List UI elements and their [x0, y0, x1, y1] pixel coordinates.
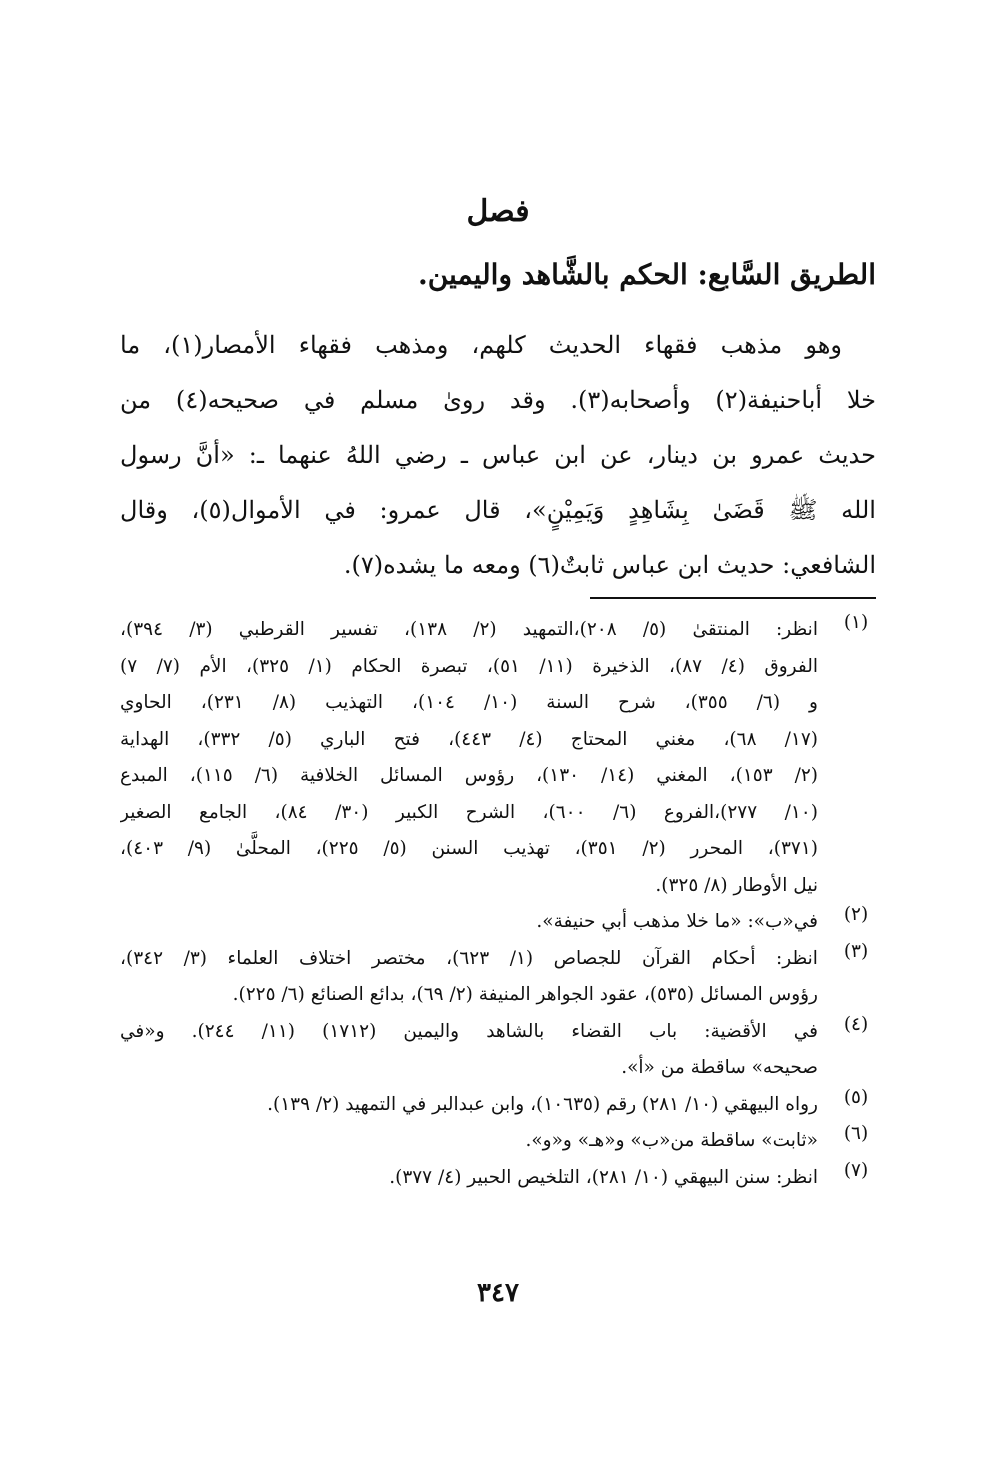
footnote-number: (٦) — [843, 1123, 869, 1144]
footnote — [120, 941, 876, 1014]
footnote — [120, 612, 876, 904]
section-heading: الطريق السَّابع: الحكم بالشَّاهد واليمين. — [417, 258, 876, 291]
footnote — [120, 1014, 876, 1087]
footnote-line: (١٠/ ٢٧٧)،الفروع (٦/ ٦٠٠)، الشرح الكبير (٣٠/ ٨٤)، الجامع الصغير — [120, 801, 818, 823]
footnote-line: نيل الأوطار (٨/ ٣٢٥). — [655, 874, 818, 896]
footnote-number: (٧) — [843, 1159, 869, 1181]
footnote-line: الفروق (٤/ ٨٧)، الذخيرة (١١/ ٥١)، تبصرة الحكام (١/ ٣٢٥)، الأم (٧/ ٧) — [120, 655, 818, 677]
footnote-line: في الأقضية: باب القضاء بالشاهد واليمين (١٧١٢) (١١/ ٢٤٤). و«في — [120, 1020, 818, 1042]
footnote-line: (٣٧١)، المحرر (٢/ ٣٥١)، تهذيب السنن (٥/ ٢٢٥)، المحلَّىٰ (٩/ ٤٠٣)، — [120, 838, 818, 859]
page-number: ٣٤٧ — [477, 1278, 519, 1308]
paragraph-line: الشافعي: حديث ابن عباس ثابتٌ(٦) ومعه ما يشده(٧). — [343, 551, 876, 579]
footnote-line: رواه البيهقي (١٠/ ٢٨١) رقم (١٠٦٣٥)، وابن عبدالبر في التمهيد (٢/ ١٣٩). — [267, 1093, 818, 1115]
footnote-divider — [590, 597, 876, 599]
book-page — [120, 0, 876, 1480]
footnote-number: (٤) — [843, 1013, 869, 1035]
footnote-line: رؤوس المسائل (٥٣٥)، عقود الجواهر المنيفة (٢/ ٦٩)، بدائع الصنائع (٦/ ٢٢٥). — [232, 984, 818, 1005]
footnote-line: «ثابت» ساقطة من«ب» و«هـ» و«و». — [525, 1130, 818, 1151]
footnote-line: انظر: أحكام القرآن للجصاص (١/ ٦٢٣)، مختصر اختلاف العلماء (٣/ ٣٤٢)، — [120, 947, 818, 969]
footnote — [120, 1160, 876, 1197]
chapter-title: فصل — [466, 194, 530, 229]
footnote — [120, 904, 876, 941]
footnote-line: صحيحه» ساقطة من «أ». — [621, 1057, 818, 1078]
paragraph-line: وهو مذهب فقهاء الحديث كلهم، ومذهب فقهاء الأمصار(١)، ما — [120, 331, 843, 359]
footnote-line: و (٦/ ٣٥٥)، شرح السنة (١٠/ ١٠٤)، التهذيب (٨/ ٢٣١)، الحاوي — [120, 692, 818, 713]
paragraph-line: الله ﷺ قَضَىٰ بِشَاهِدٍ وَيَمِيْنٍ»، قال عمرو: في الأموال(٥)، وقال — [120, 496, 876, 524]
main-paragraph — [120, 318, 876, 593]
footnote — [120, 1087, 876, 1124]
footnote-number: (٢) — [843, 904, 869, 925]
paragraph-line: خلا أباحنيفة(٢) وأصحابه(٣). وقد روىٰ مسلم في صحيحه(٤) من — [120, 386, 876, 414]
footnote-number: (١) — [843, 612, 869, 633]
footnote-number: (٥) — [843, 1086, 869, 1108]
footnotes — [120, 612, 876, 1196]
footnote-line: (٢/ ١٥٣)، المغني (١٤/ ١٣٠)، رؤوس المسائل الخلافية (٦/ ١١٥)، المبدع — [120, 765, 818, 786]
footnote-line: انظر: سنن البيهقي (١٠/ ٢٨١)، التلخيص الحبير (٤/ ٣٧٧). — [389, 1166, 818, 1188]
footnote — [120, 1123, 876, 1160]
paragraph-line: حديث عمرو بن دينار، عن ابن عباس ـ رضي اللهُ عنهما ـ: «أنَّ رسول — [120, 441, 876, 469]
footnote-number: (٣) — [843, 940, 869, 962]
footnote-line: انظر: المنتقىٰ (٥/ ٢٠٨)،التمهيد (٢/ ١٣٨)، تفسير القرطبي (٣/ ٣٩٤)، — [120, 619, 818, 640]
footnote-line: (١٧/ ٦٨)، مغني المحتاج (٤/ ٤٤٣)، فتح الباري (٥/ ٣٣٢)، الهداية — [120, 728, 818, 750]
footnote-line: في«ب»: «ما خلا مذهب أبي حنيفة». — [536, 911, 818, 932]
